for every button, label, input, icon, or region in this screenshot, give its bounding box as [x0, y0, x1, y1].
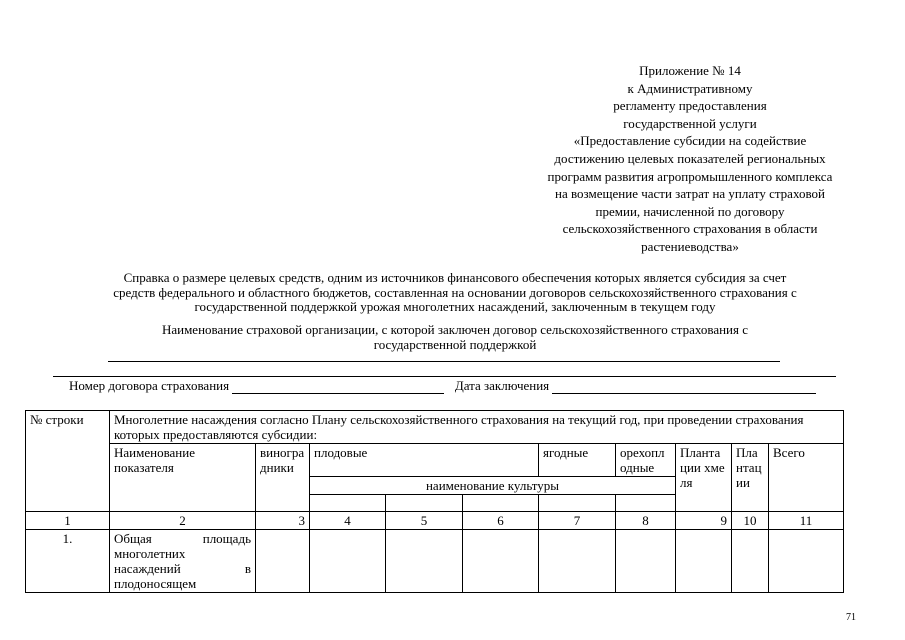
- value-cell[interactable]: [732, 530, 769, 593]
- row-indicator-name: Общая площадь многолетних насаждений в плодоносящем: [110, 530, 256, 593]
- value-cell[interactable]: [539, 530, 616, 593]
- document-title: [40, 271, 870, 315]
- indicator-name-header: Наименование показателя: [110, 444, 256, 512]
- crop-cell[interactable]: [616, 495, 676, 512]
- column-number: 6: [463, 512, 539, 530]
- insurer-label-line: государственной поддержкой: [373, 336, 537, 352]
- appendix-line: программ развития агропромышленного комплекса: [547, 168, 833, 184]
- contract-number-label: Номер договора страхования: [69, 378, 230, 393]
- vineyards-header: виноградники: [256, 444, 310, 512]
- crop-cell[interactable]: [539, 495, 616, 512]
- insurer-label: [60, 323, 850, 352]
- column-number: 9: [676, 512, 732, 530]
- total-header: Всего: [769, 444, 844, 512]
- fruit-header: плодовые: [310, 444, 539, 477]
- column-number: 4: [310, 512, 386, 530]
- title-line: государственной поддержкой урожая многолетних насаждений, заключенным в текущем году: [194, 299, 716, 314]
- title-line: Справка о размере целевых средств, одним из источников финансового обеспечения которых является субсидия за счет: [123, 270, 787, 285]
- table-row: [26, 530, 844, 593]
- appendix-line: достижению целевых показателей региональных: [554, 150, 826, 166]
- hops-header: Плантации хмеля: [676, 444, 732, 512]
- value-cell[interactable]: [616, 530, 676, 593]
- title-line: средств федерального и областного бюджетов, составленная на основании договоров сельскохозяйственного страхования с: [113, 284, 797, 300]
- appendix-line: Приложение № 14: [639, 63, 741, 78]
- value-cell[interactable]: [256, 530, 310, 593]
- crop-cell[interactable]: [310, 495, 386, 512]
- crop-name-header: наименование культуры: [310, 477, 676, 495]
- appendix-line: «Предоставление субсидии на содействие: [573, 133, 807, 149]
- row-number-header: № строки: [26, 411, 110, 512]
- crop-cell[interactable]: [463, 495, 539, 512]
- perennial-header: Многолетние насаждения согласно Плану сельскохозяйственного страхования на текущий год, при проведении страхования которых предоставляются субсидии:: [110, 411, 844, 444]
- nut-header: орехоплодные: [616, 444, 676, 477]
- appendix-line: к Административному: [627, 80, 753, 96]
- contract-number-field[interactable]: [232, 380, 444, 394]
- insurer-name-field-line2[interactable]: [53, 376, 836, 377]
- value-cell[interactable]: [386, 530, 463, 593]
- berry-header: ягодные: [539, 444, 616, 477]
- appendix-line: регламенту предоставления: [613, 98, 767, 114]
- appendix-line: сельскохозяйственного страхования в области: [562, 221, 818, 237]
- page-number: 71: [846, 612, 856, 623]
- subsidy-table: [25, 410, 844, 593]
- column-number: 1: [26, 512, 110, 530]
- column-number-row: [26, 512, 844, 530]
- value-cell[interactable]: [310, 530, 386, 593]
- contract-date-label: Дата заключения: [454, 378, 550, 393]
- contract-date-field[interactable]: [552, 380, 816, 394]
- crop-cell[interactable]: [386, 495, 463, 512]
- column-number: 8: [616, 512, 676, 530]
- column-number: 5: [386, 512, 463, 530]
- appendix-line: растениеводства»: [641, 238, 739, 254]
- appendix-line: премии, начисленной по договору: [595, 203, 785, 219]
- row-number: 1.: [26, 530, 110, 593]
- contract-row: [69, 378, 859, 394]
- appendix-line: государственной услуги: [623, 115, 757, 131]
- value-cell[interactable]: [769, 530, 844, 593]
- column-number: 10: [732, 512, 769, 530]
- plantations-header: Плантации: [732, 444, 769, 512]
- appendix-line: на возмещение части затрат на уплату страховой: [555, 186, 825, 202]
- appendix-header: [515, 62, 865, 256]
- column-number: 7: [539, 512, 616, 530]
- column-number: 3: [256, 512, 310, 530]
- value-cell[interactable]: [463, 530, 539, 593]
- column-number: 2: [110, 512, 256, 530]
- column-number: 11: [769, 512, 844, 530]
- value-cell[interactable]: [676, 530, 732, 593]
- insurer-label-line: Наименование страховой организации, с которой заключен договор сельскохозяйственного страхования с: [161, 322, 749, 337]
- insurer-name-field[interactable]: [108, 361, 780, 362]
